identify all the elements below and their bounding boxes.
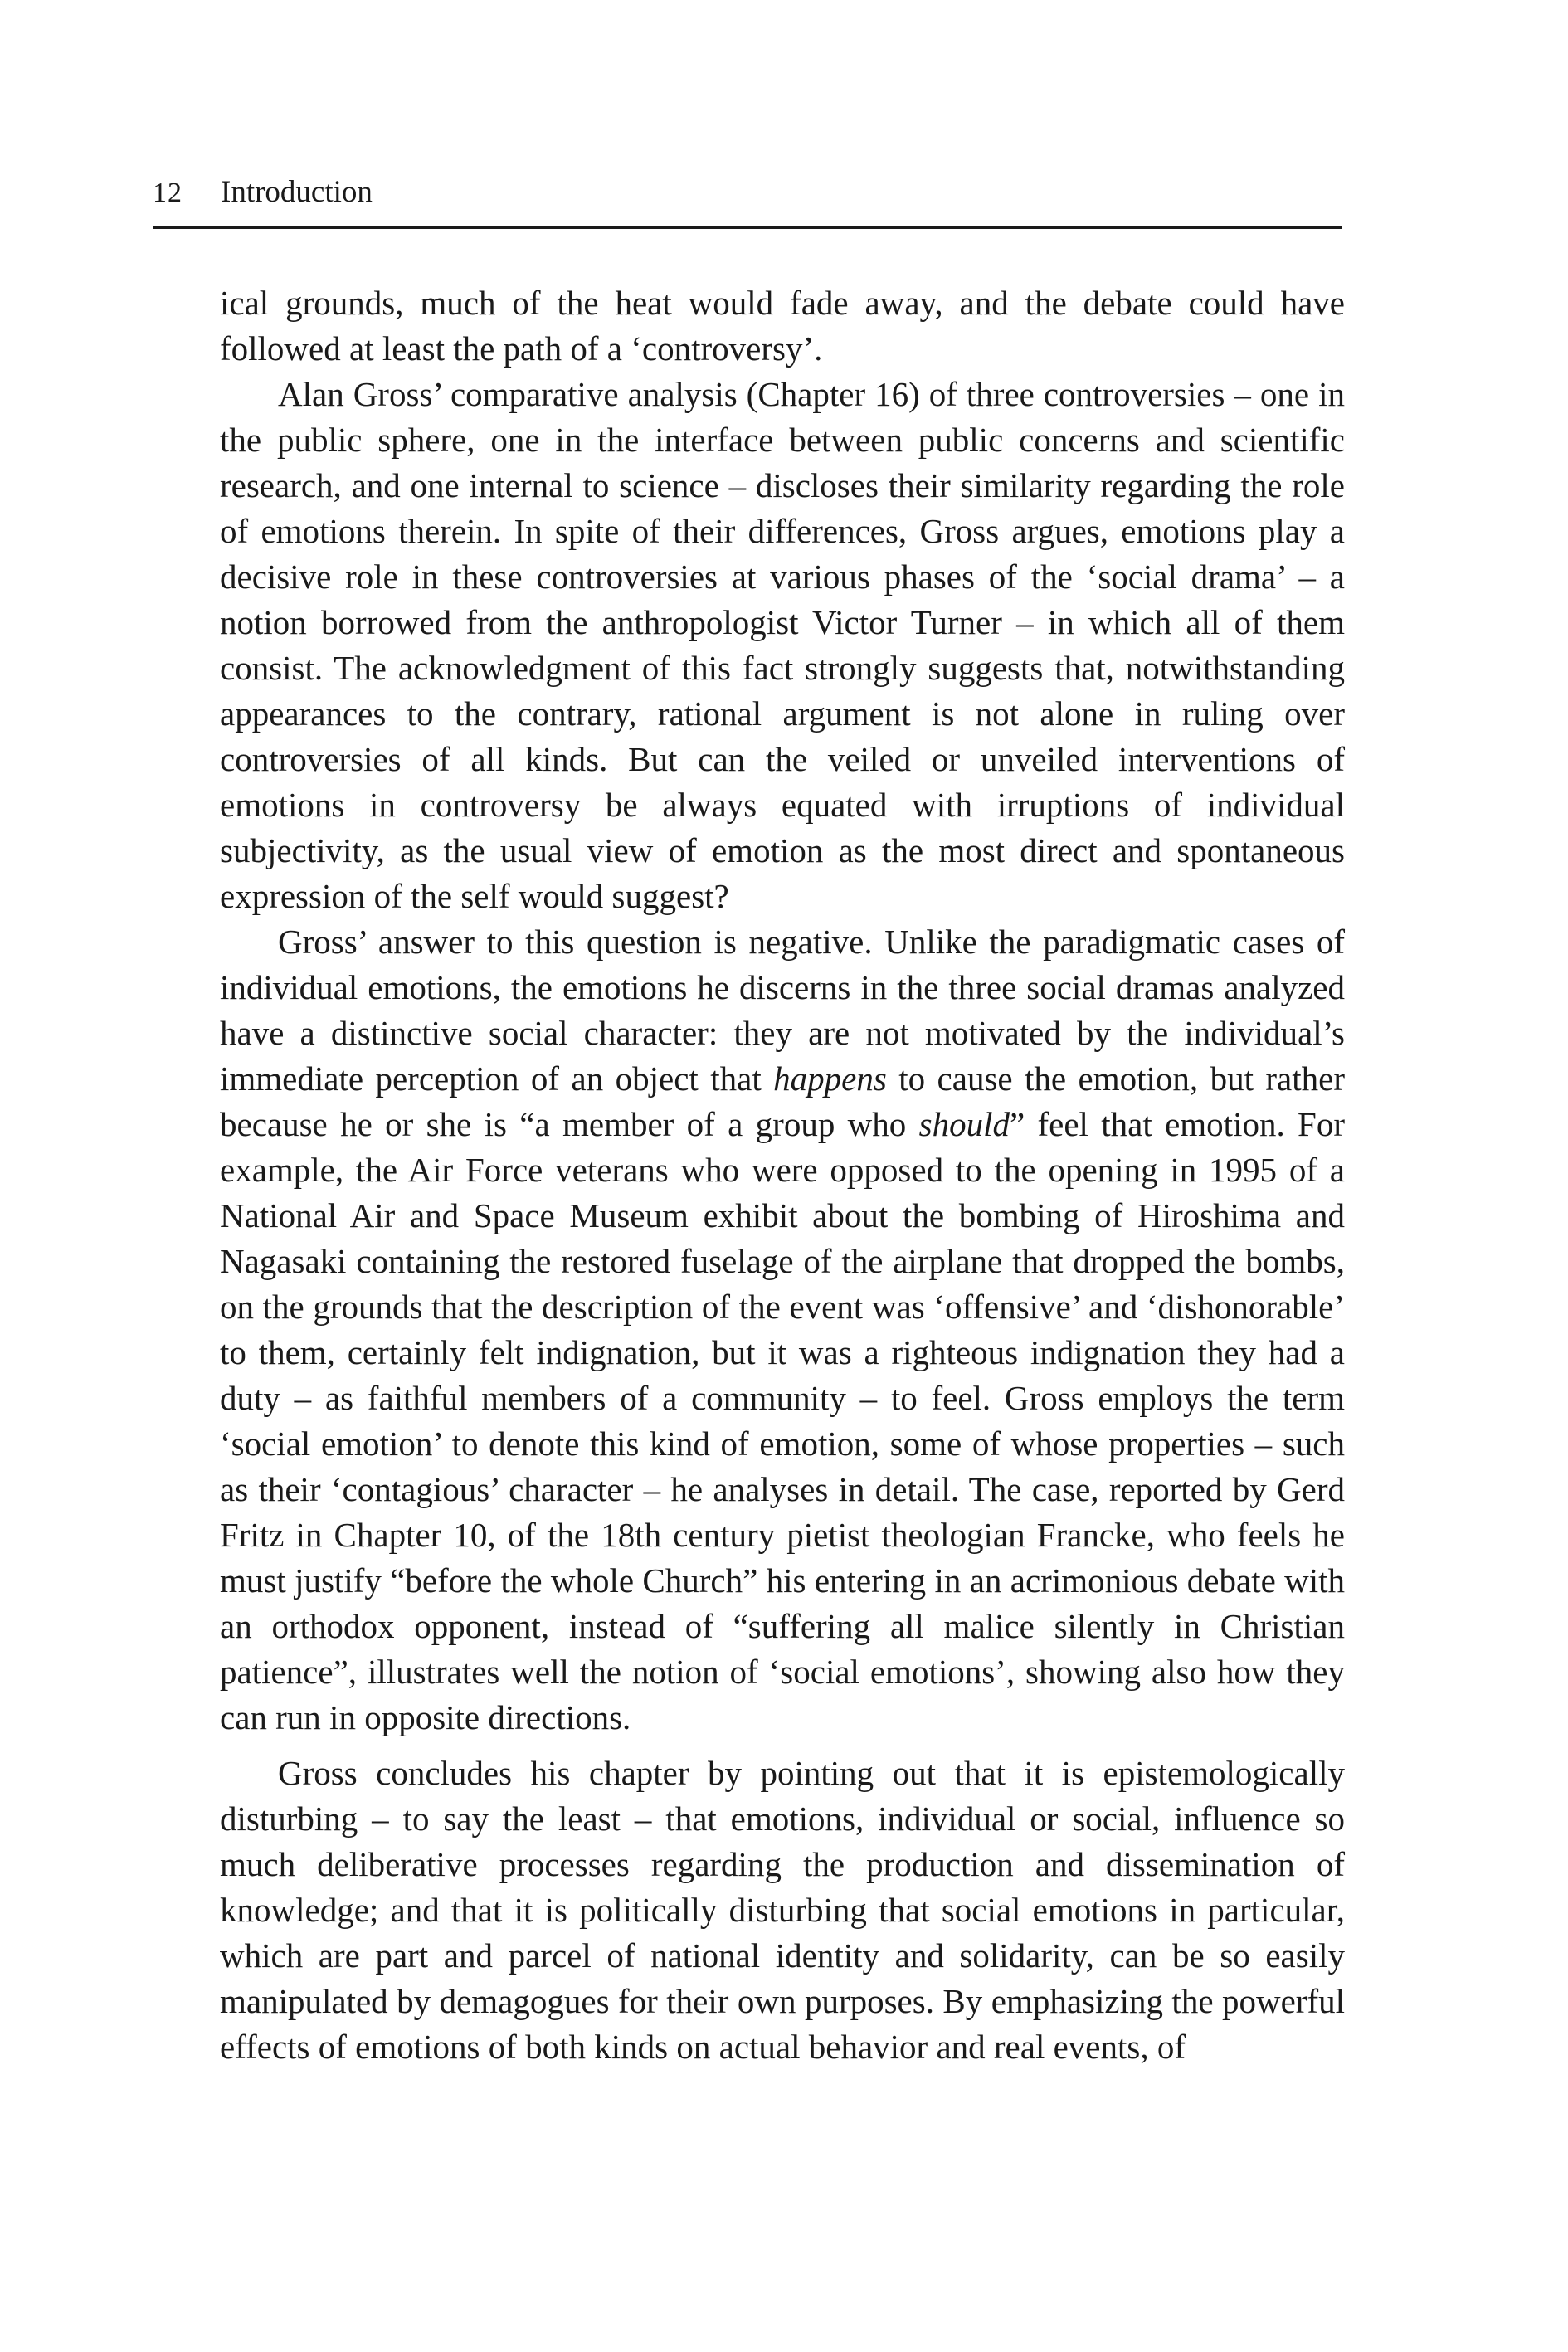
paragraph-text: Gross’ answer to this question is negative. Unlike the paradigmatic cases of individual emotions, the emotions he discerns in the three social dramas analyzed have a distinctive social character: they are not motivated by the individual’s immediate perception of an object that <box>220 923 1345 1098</box>
paragraph-gross-conclusion <box>220 1751 1345 2070</box>
body-text <box>220 280 1345 2070</box>
paragraph-text: to cause the emotion, but rather because he or she is “a member of a group who <box>220 1059 1346 1143</box>
italic-emphasis: happens <box>773 1059 887 1098</box>
paragraph-continuation <box>220 280 1345 372</box>
paragraph-text: ” feel that emotion. For example, the Air Force veterans who were opposed to the opening in 1995 of a National Air and Space Museum exhibit about the bombing of Hiroshima and Nagasaki containing the restored fuselage of the airplane that dropped the bombs, on the grounds that the description of the event was ‘offensive’ and ‘dishonorable’ to them, certainly felt indignation, but it was a righteous indignation they had a duty – as faithful members of a community – to feel. Gross employs the term ‘social emotion’ to denote this kind of emotion, some of whose properties – such as their ‘contagious’ character – he analyses in detail. The case, reported by Gerd Fritz in Chapter 10, of the 18th century pietist theologian Francke, who feels he must justify “before the whole Church” his entering in an acrimonious debate with an orthodox opponent, instead of “suffering all malice silently in Christian patience”, illustrates well the notion of ‘social emotions’, showing also how they can run in opposite directions. <box>220 1105 1345 1736</box>
italic-emphasis: should <box>918 1105 1010 1143</box>
running-head <box>153 171 1342 229</box>
paragraph-text: ical grounds, much of the heat would fade away, and the debate could have followed at least the path of a ‘controversy’. <box>220 284 1345 368</box>
paragraph-gross-answer <box>220 919 1345 1741</box>
paragraph-gross-analysis <box>220 372 1345 919</box>
paragraph-text: Gross concludes his chapter by pointing out that it is epistemologically disturbing – to say the least – that emotions, individual or social, influence so much deliberative processes regarding the production and dissemination of knowledge; and that it is politically disturbing that social emotions in particular, which are part and parcel of national identity and solidarity, can be so easily manipulated by demagogues for their own purposes. By emphasizing the powerful effects of emotions of both kinds on actual behavior and real events, of <box>220 1754 1345 2066</box>
running-title: Introduction <box>221 175 373 209</box>
page-number: 12 <box>153 178 183 208</box>
paragraph-text: Alan Gross’ comparative analysis (Chapter 16) of three controversies – one in the public sphere, one in the interface between public concerns and scientific research, and one internal to science – discloses their similarity regarding the role of emotions therein. In spite of their differences, Gross argues, emotions play a decisive role in these controversies at various phases of the ‘social drama’ – a notion borrowed from the anthropologist Victor Turner – in which all of them consist. The acknowledgment of this fact strongly suggests that, notwithstanding appearances to the contrary, rational argument is not alone in ruling over controversies of all kinds. But can the veiled or unveiled interventions of emotions in controversy be always equated with irruptions of individual subjectivity, as the usual view of emotion as the most direct and spontaneous expression of the self would suggest? <box>220 375 1345 915</box>
